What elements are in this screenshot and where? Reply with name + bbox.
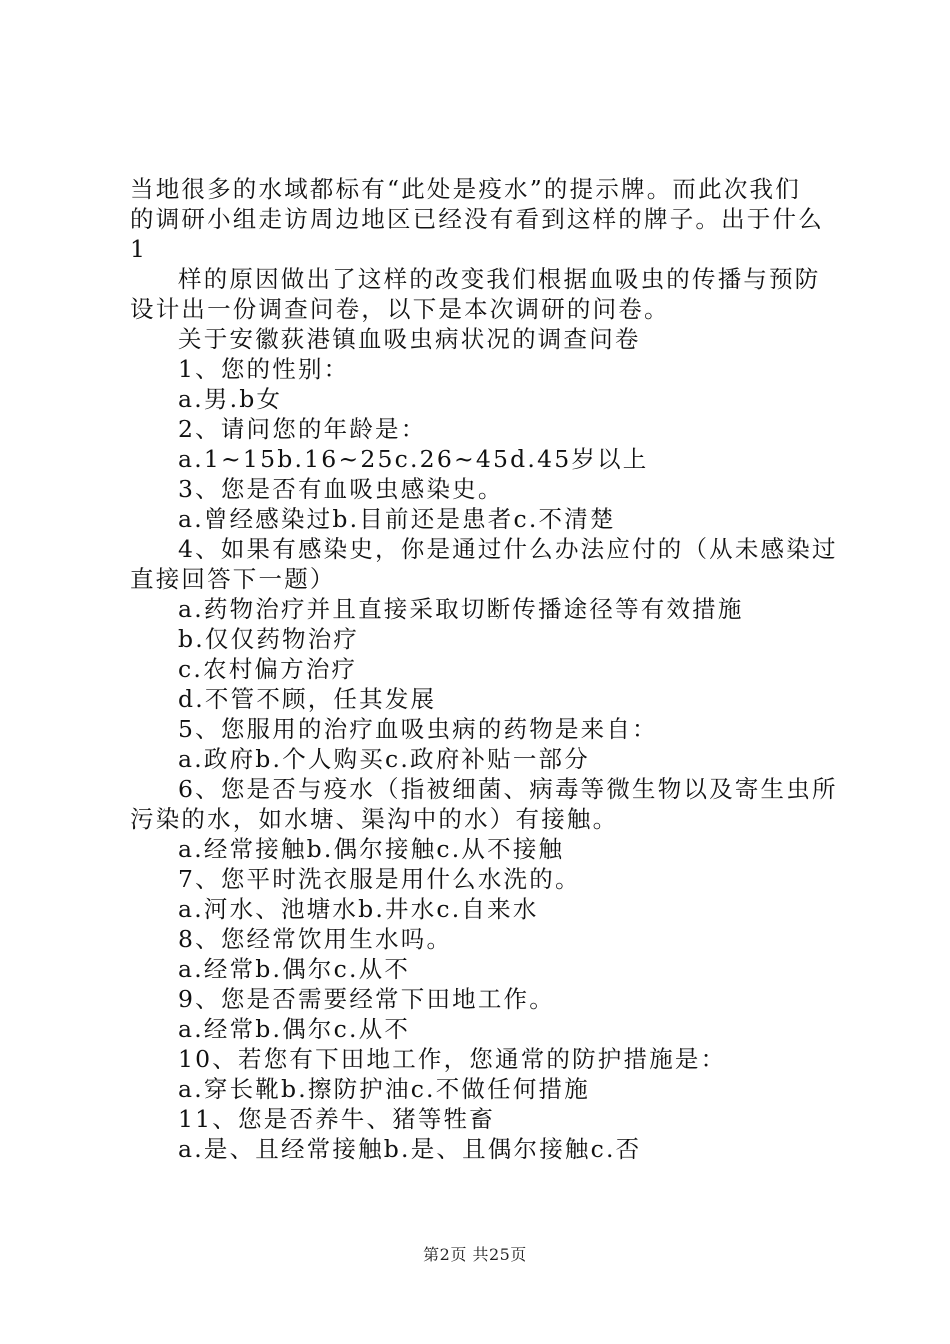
- question: 2、请问您的年龄是：: [178, 415, 427, 443]
- answer-options: a.经常b.偶尔c.从不: [178, 1015, 411, 1043]
- question-continuation: 污染的水，如水塘、渠沟中的水）有接触。: [130, 805, 619, 833]
- answer-options: a.经常接触b.偶尔接触c.从不接触: [178, 835, 565, 863]
- answer-options: a.曾经感染过b.目前还是患者c.不清楚: [178, 505, 616, 533]
- questionnaire-title: 关于安徽荻港镇血吸虫病状况的调查问卷: [178, 325, 641, 353]
- question: 10、若您有下田地工作，您通常的防护措施是：: [178, 1045, 727, 1073]
- text-line: 样的原因做出了这样的改变我们根据血吸虫的传播与预防: [178, 265, 821, 293]
- answer-option: b.仅仅药物治疗: [178, 625, 360, 653]
- text-line: 1: [130, 235, 148, 263]
- question: 8、您经常饮用生水吗。: [178, 925, 453, 953]
- question: 6、您是否与疫水（指被细菌、病毒等微生物以及寄生虫所: [178, 775, 838, 803]
- text-line: 当地很多的水域都标有“此处是疫水”的提示牌。而此次我们: [130, 175, 801, 203]
- answer-option: c.农村偏方治疗: [178, 655, 358, 683]
- answer-options: a.政府b.个人购买c.政府补贴一部分: [178, 745, 590, 773]
- answer-options: a.经常b.偶尔c.从不: [178, 955, 411, 983]
- question: 5、您服用的治疗血吸虫病的药物是来自：: [178, 715, 658, 743]
- answer-option: a.药物治疗并且直接采取切断传播途径等有效措施: [178, 595, 744, 623]
- answer-option: d.不管不顾，任其发展: [178, 685, 437, 713]
- document-body: [130, 174, 838, 1164]
- question: 7、您平时洗衣服是用什么水洗的。: [178, 865, 581, 893]
- question: 4、如果有感染史，你是通过什么办法应付的（从未感染过: [178, 535, 838, 563]
- question: 3、您是否有血吸虫感染史。: [178, 475, 504, 503]
- text-line: 设计出一份调查问卷，以下是本次调研的问卷。: [130, 295, 670, 323]
- page-number-footer: 第2页 共25页: [423, 1245, 527, 1264]
- answer-options: a.穿长靴b.擦防护油c.不做任何措施: [178, 1075, 590, 1103]
- question: 1、您的性别：: [178, 355, 350, 383]
- answer-options: a.是、且经常接触b.是、且偶尔接触c.否: [178, 1135, 642, 1163]
- text-line: 的调研小组走访周边地区已经没有看到这样的牌子。出于什么: [130, 205, 824, 233]
- question: 9、您是否需要经常下田地工作。: [178, 985, 555, 1013]
- answer-options: a.河水、池塘水b.井水c.自来水: [178, 895, 539, 923]
- question-continuation: 直接回答下一题）: [130, 565, 336, 593]
- answer-options: a.男.b女: [178, 385, 283, 413]
- question: 11、您是否养牛、猪等牲畜: [178, 1105, 496, 1133]
- answer-options: a.1~15b.16~25c.26~45d.45岁以上: [178, 445, 649, 473]
